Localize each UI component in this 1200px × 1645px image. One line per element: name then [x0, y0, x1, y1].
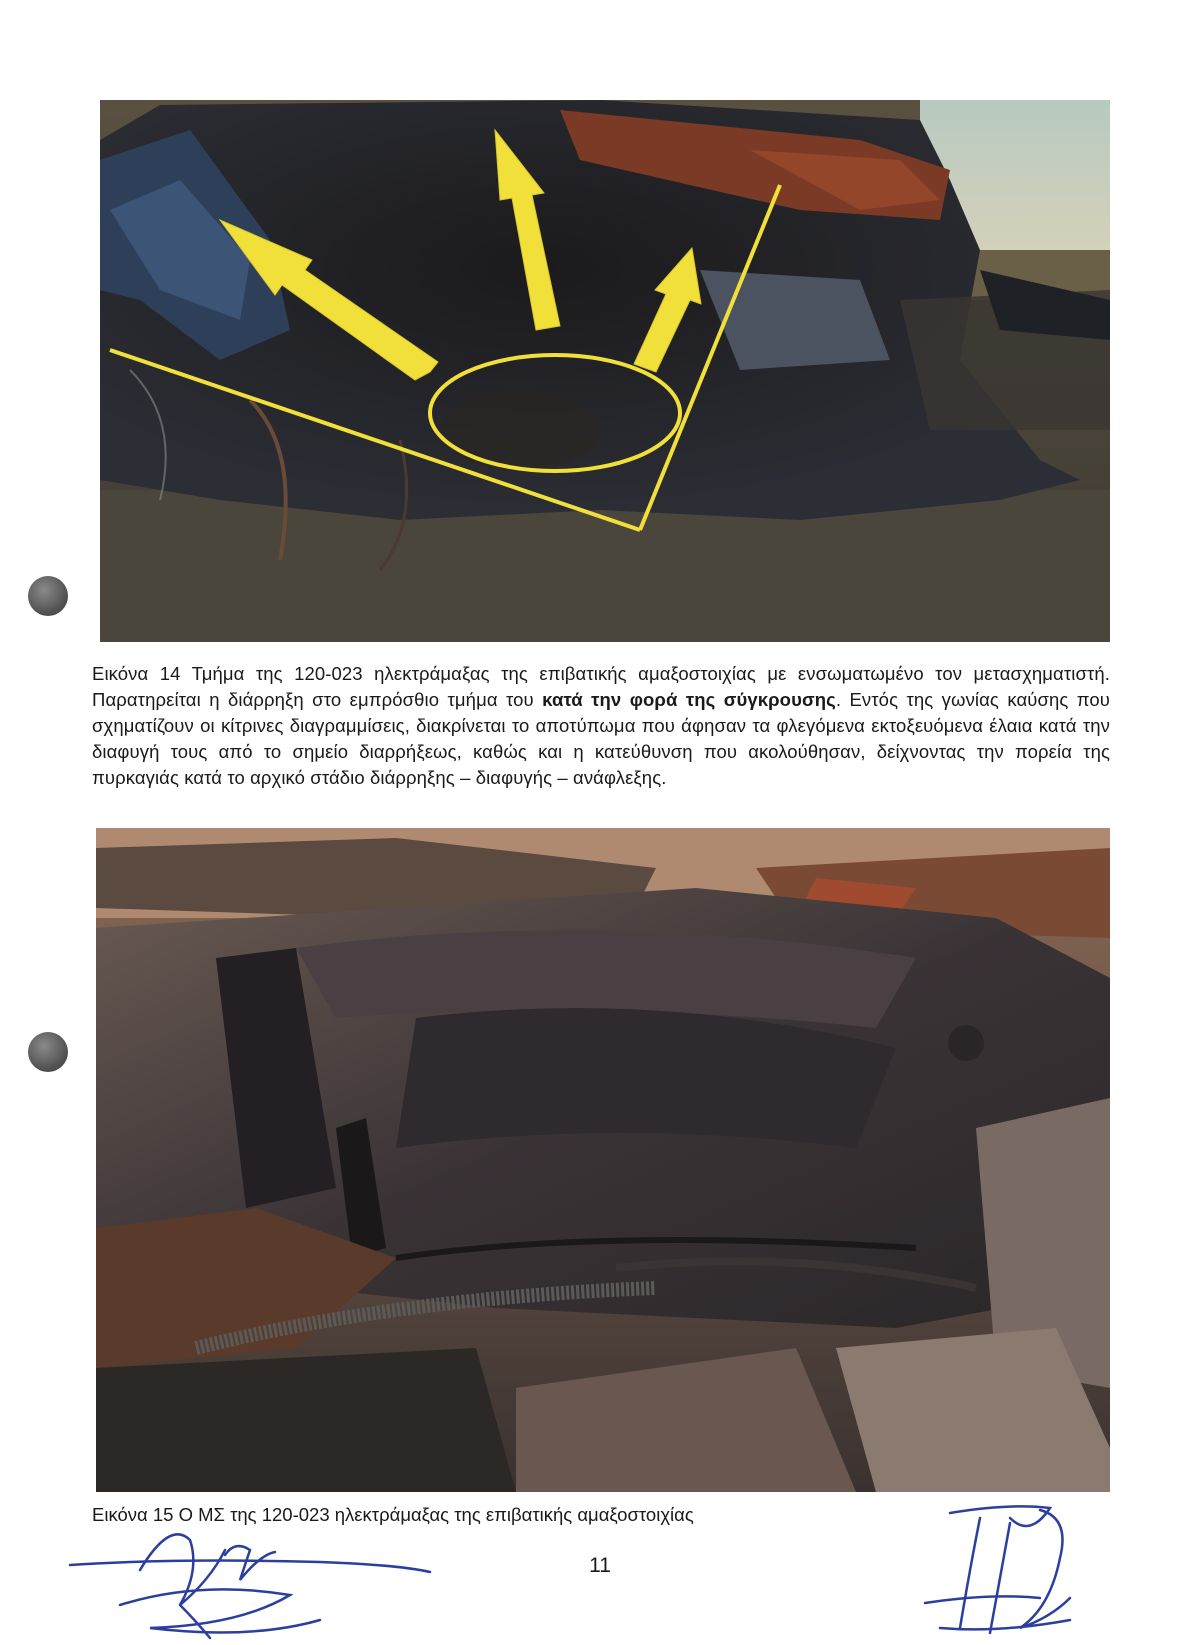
- figure-14-caption-text: Εικόνα 14 Τμήμα της 120-023 ηλεκτράμαξας της επιβατικής αμαξοστοιχίας με ενσωματωμένο τον μετασχηματιστή. Παρατηρείται η διάρρηξη στο εμπρόσθιο τμήμα του: [92, 663, 1110, 710]
- punch-hole-top: [28, 576, 68, 616]
- signature-left: [60, 1510, 440, 1640]
- figure-14-caption: [92, 661, 1110, 791]
- punch-hole-bottom: [28, 1032, 68, 1072]
- figure-14-caption-text-cont: . Εντός της γωνίας καύσης που σχηματίζουν οι κίτρινες διαγραμμίσεις, διακρίνεται το αποτύπωμα που άφησαν τα φλεγόμενα εκτοξευόμενα έλαια κατά την διαφυγή τους από το σημείο διαρρήξεως, καθώς και η κατεύθυνση που ακολούθησαν, δείχνοντας την πορεία της πυρκαγιάς κατά το αρχικό στάδιο διάρρηξης – διαφυγής – ανάφλεξης.: [92, 689, 1111, 788]
- signature-right: [920, 1498, 1100, 1640]
- figure-15-caption: Εικόνα 15 Ο ΜΣ της 120-023 ηλεκτράμαξας της επιβατικής αμαξοστοιχίας: [92, 1504, 694, 1525]
- figure-14-photo: [100, 100, 1110, 642]
- figure-14-caption-emphasis: κατά την φορά της σύγκρουσης: [542, 689, 836, 710]
- figure-15-photo: [96, 828, 1110, 1492]
- page-number: 11: [589, 1554, 611, 1577]
